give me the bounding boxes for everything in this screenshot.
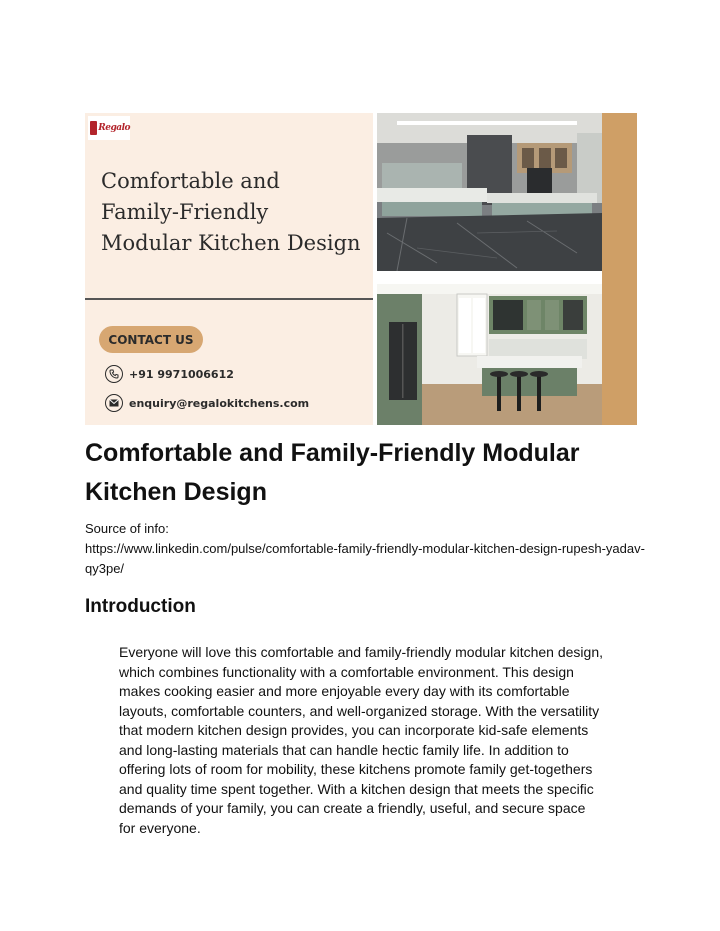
phone-icon <box>105 365 123 383</box>
source-info <box>85 519 645 579</box>
introduction-heading: Introduction <box>85 596 196 617</box>
banner-accent-strip <box>602 113 637 425</box>
email-contact[interactable] <box>105 394 309 412</box>
phone-contact[interactable] <box>105 365 234 383</box>
mail-icon <box>105 394 123 412</box>
document-title: Comfortable and Family-Friendly Modular Kitchen Design <box>85 439 580 506</box>
kitchen-photo-top <box>377 113 602 271</box>
promo-banner <box>85 113 637 425</box>
photo-separator <box>377 271 602 284</box>
banner-divider <box>85 298 373 300</box>
introduction-paragraph: Everyone will love this comfortable and family-friendly modular kitchen design, which combines functionality with a comfortable environment. This design makes cooking easier and more enjoyable every day with its comfortable layouts, comfortable counters, and well-organized storage. With the versatility that modern kitchen design provides, you can incorporate kid-safe elements and long-lasting materials that can handle hectic family life. In addition to offering lots of room for mobility, these kitchens promote family get-togethers and quality time spent together. With a kitchen design that meets the specific demands of your family, you can create a friendly, useful, and secure space for everyone. <box>119 644 603 836</box>
email-address: enquiry@regalokitchens.com <box>129 396 310 410</box>
phone-number: +91 9971006612 <box>129 367 234 381</box>
banner-title-line: Family-Friendly <box>101 200 269 224</box>
kitchen-photo-bottom <box>377 284 602 425</box>
source-url-link[interactable]: https://www.linkedin.com/pulse/comfortable-family-friendly-modular-kitchen-design-rupesh-yadav-qy3pe/ <box>85 541 645 576</box>
logo-text: Regalo <box>98 123 130 133</box>
banner-title-line: Comfortable and <box>101 169 280 193</box>
logo-mark-icon <box>90 121 97 135</box>
contact-us-button[interactable]: CONTACT US <box>99 326 203 353</box>
banner-title-line: Modular Kitchen Design <box>101 231 361 255</box>
source-label: Source of info: <box>85 521 169 536</box>
brand-logo <box>88 116 130 140</box>
banner-title <box>101 166 371 259</box>
